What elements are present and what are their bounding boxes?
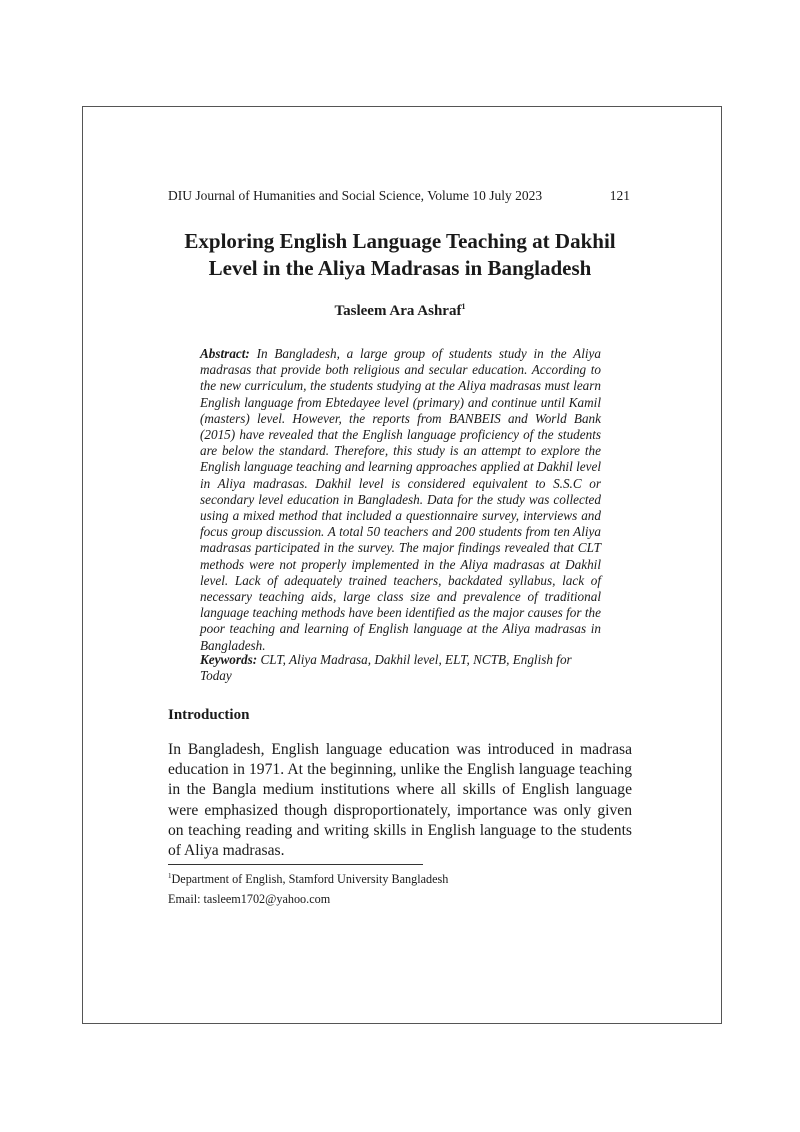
paper-title: Exploring English Language Teaching at Dakhil Level in the Aliya Madrasas in Bangladesh bbox=[184, 229, 616, 280]
journal-name: DIU Journal of Humanities and Social Science, Volume 10 July 2023 bbox=[168, 188, 543, 203]
keywords-label: Keywords: bbox=[200, 652, 258, 667]
footnote-email: Email: tasleem1702@yahoo.com bbox=[168, 892, 331, 906]
abstract-label: Abstract: bbox=[200, 346, 250, 361]
keywords-text: CLT, Aliya Madrasa, Dakhil level, ELT, NCTB, English for Today bbox=[200, 652, 572, 684]
footnote-affiliation bbox=[168, 872, 448, 887]
author-line bbox=[168, 302, 632, 320]
footnote-rule bbox=[168, 864, 423, 865]
introduction-paragraph: In Bangladesh, English language education was introduced in madrasa education in 1971. At the beginning, unlike the English language teaching in the Bangla medium institutions where all skills of English language were emphasized though disproportionately, importance was only given on teaching reading and writing skills in English language to the students of Aliya madrasas. bbox=[168, 741, 632, 860]
abstract-text: In Bangladesh, a large group of students study in the Aliya madrasas that provide both religious and secular education. According to the new curriculum, the students studying at the Aliya madrasas must learn English language from Ebtedayee level (primary) and continue until Kamil (masters) level. However, the reports from BANBEIS and World Bank (2015) have revealed that the English language proficiency of the students are below the standard. Therefore, this study is an attempt to explore the English language teaching and learning approaches applied at Dakhil level in Aliya madrasas. Dakhil level is considered equivalent to S.S.C or secondary level education in Bangladesh. Data for the study was collected using a mixed method that included a questionnaire survey, interviews and focus group discussion. A total 50 teachers and 200 students from ten Aliya madrasas participated in the survey. The major findings revealed that CLT methods were not properly implemented in the Aliya madrasas at Dakhil level. Lack of adequately trained teachers, backdated syllabus, lack of necessary teaching aids, large class size and prevalence of traditional language teaching methods have been identified as the major causes for the poor teaching and learning of English language at the Aliya madrasas in Bangladesh. bbox=[200, 346, 601, 653]
section-heading-introduction: Introduction bbox=[168, 707, 250, 723]
running-header bbox=[168, 188, 630, 204]
abstract bbox=[200, 346, 601, 654]
author-name: Tasleem Ara Ashraf bbox=[334, 303, 462, 319]
keywords bbox=[200, 652, 601, 684]
page-number: 121 bbox=[609, 188, 630, 203]
footnote-affiliation-text: Department of English, Stamford University Bangladesh bbox=[171, 872, 449, 887]
footnote-mark: 1 bbox=[168, 872, 172, 880]
author-footnote-mark: 1 bbox=[461, 302, 466, 311]
